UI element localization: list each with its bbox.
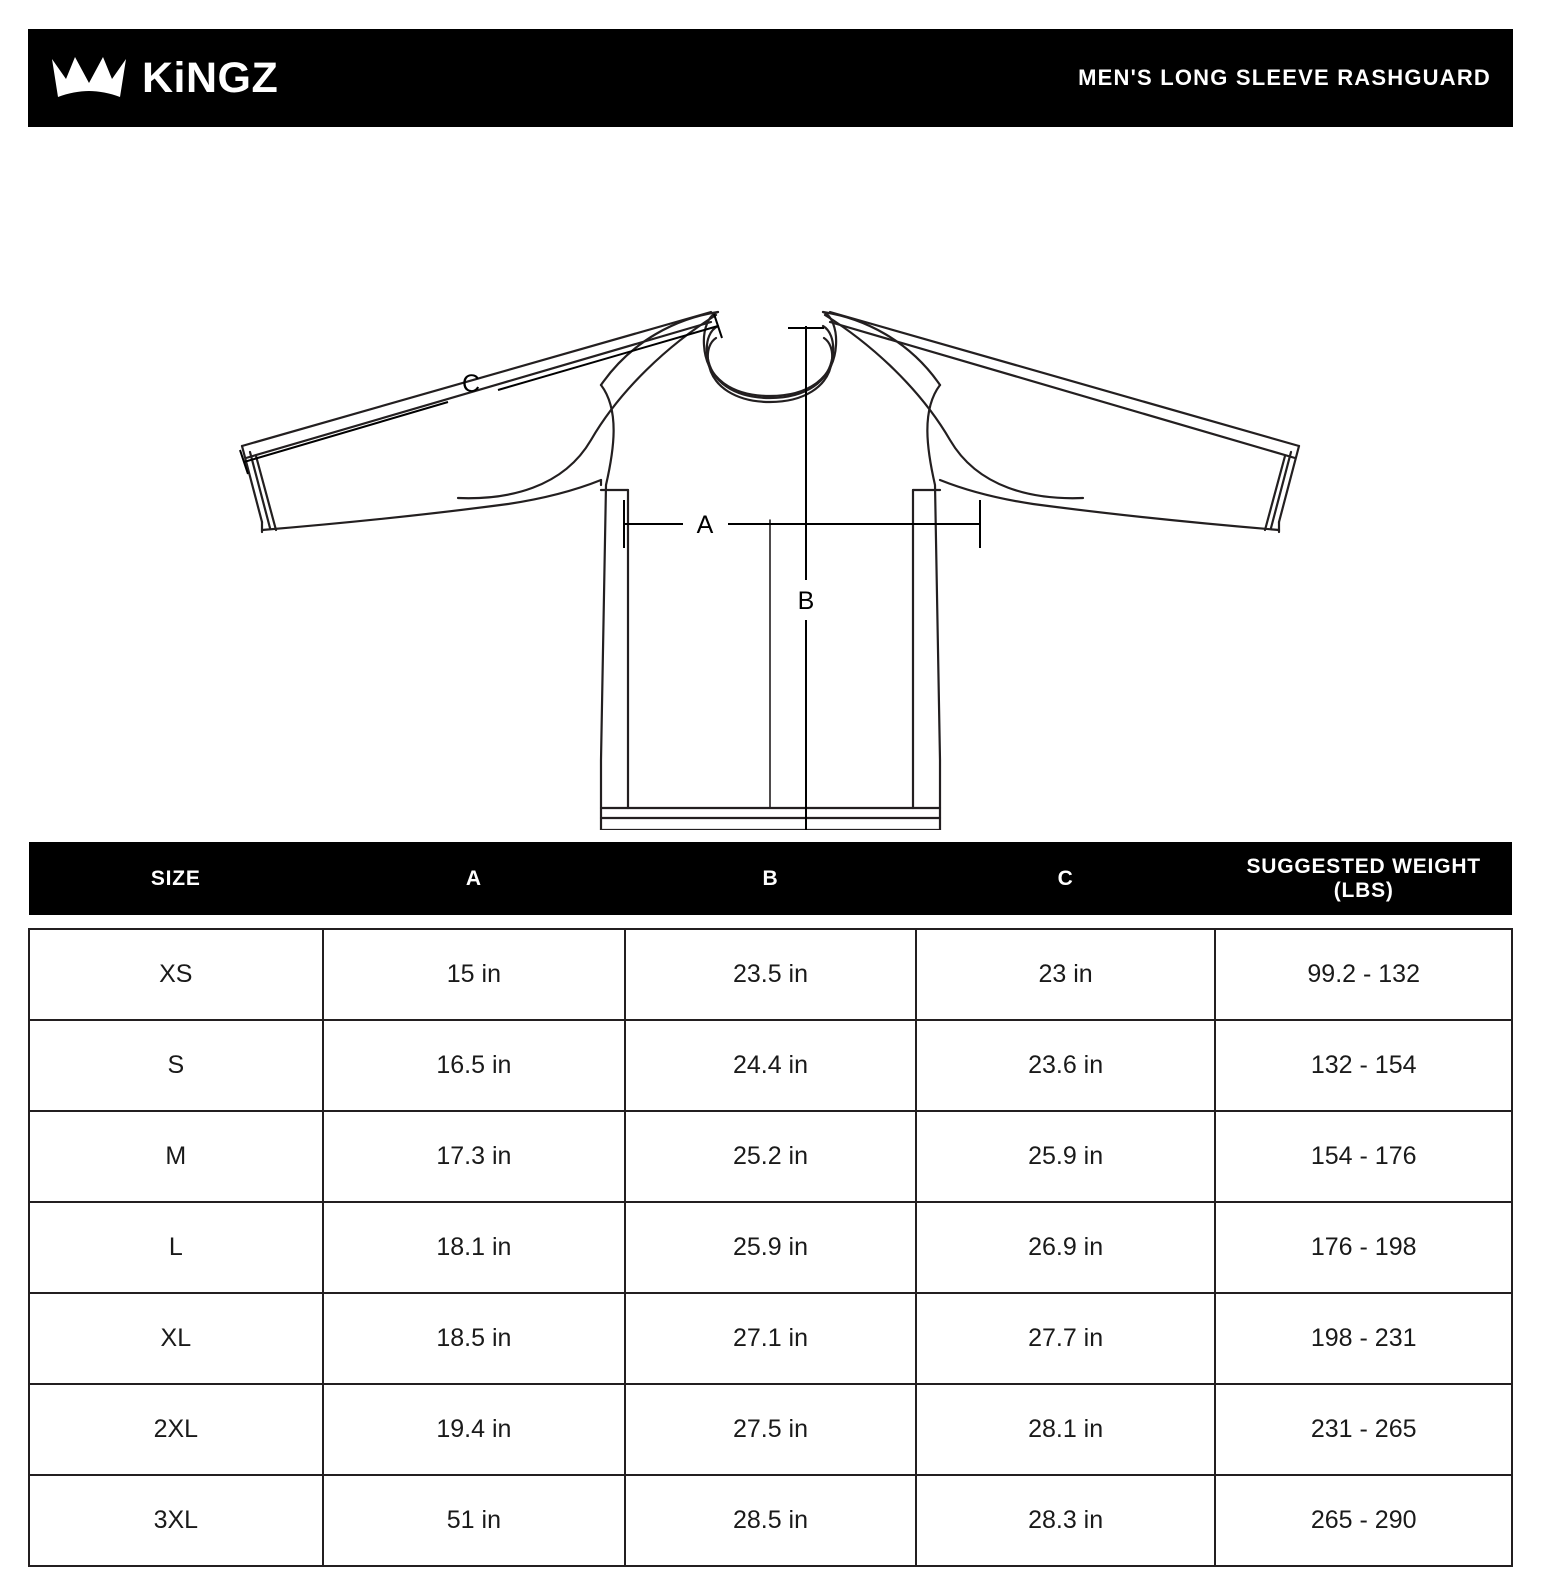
cell-c: 27.7 in (916, 1293, 1216, 1384)
cell-weight: 99.2 - 132 (1215, 929, 1512, 1020)
cell-a: 16.5 in (323, 1020, 626, 1111)
cell-c: 25.9 in (916, 1111, 1216, 1202)
cell-size: L (29, 1202, 323, 1293)
cell-c: 26.9 in (916, 1202, 1216, 1293)
cell-a: 51 in (323, 1475, 626, 1566)
table-body (29, 915, 1512, 1566)
table-row (29, 1475, 1512, 1566)
brand-lockup (50, 53, 278, 103)
column-header-b: B (625, 842, 916, 915)
cell-c: 28.3 in (916, 1475, 1216, 1566)
cell-size: M (29, 1111, 323, 1202)
cell-b: 27.5 in (625, 1384, 916, 1475)
cell-size: 2XL (29, 1384, 323, 1475)
dim-label-a: A (696, 511, 714, 539)
cell-size: XL (29, 1293, 323, 1384)
cell-a: 19.4 in (323, 1384, 626, 1475)
table-row (29, 1111, 1512, 1202)
header-bar (28, 29, 1513, 127)
cell-b: 25.9 in (625, 1202, 916, 1293)
dim-label-b: B (797, 587, 815, 615)
column-header-c: C (916, 842, 1216, 915)
column-header-size: SIZE (29, 842, 323, 915)
cell-b: 25.2 in (625, 1111, 916, 1202)
cell-c: 23 in (916, 929, 1216, 1020)
dim-label-c: C (461, 370, 481, 398)
cell-weight: 265 - 290 (1215, 1475, 1512, 1566)
cell-weight: 198 - 231 (1215, 1293, 1512, 1384)
cell-b: 24.4 in (625, 1020, 916, 1111)
page-title: MEN'S LONG SLEEVE RASHGUARD (1078, 65, 1491, 90)
cell-weight: 154 - 176 (1215, 1111, 1512, 1202)
brand-name: KiNGZ (142, 53, 279, 102)
cell-c: 28.1 in (916, 1384, 1216, 1475)
table-spacer-row (29, 915, 1512, 929)
cell-a: 18.5 in (323, 1293, 626, 1384)
column-header-weight: SUGGESTED WEIGHT (LBS) (1215, 842, 1512, 915)
column-header-a: A (323, 842, 626, 915)
table-row (29, 1384, 1512, 1475)
cell-a: 18.1 in (323, 1202, 626, 1293)
cell-size: S (29, 1020, 323, 1111)
cell-size: 3XL (29, 1475, 323, 1566)
table-row (29, 929, 1512, 1020)
table-header (29, 842, 1512, 915)
table-row (29, 1020, 1512, 1111)
cell-weight: 176 - 198 (1215, 1202, 1512, 1293)
crown-icon (50, 53, 128, 103)
size-table (28, 842, 1513, 1567)
table-header-row (29, 842, 1512, 915)
cell-b: 28.5 in (625, 1475, 916, 1566)
cell-b: 23.5 in (625, 929, 916, 1020)
cell-size: XS (29, 929, 323, 1020)
cell-weight: 132 - 154 (1215, 1020, 1512, 1111)
table-row (29, 1202, 1512, 1293)
table-row (29, 1293, 1512, 1384)
size-table-container (28, 842, 1513, 1567)
cell-a: 17.3 in (323, 1111, 626, 1202)
cell-weight: 231 - 265 (1215, 1384, 1512, 1475)
cell-b: 27.1 in (625, 1293, 916, 1384)
cell-a: 15 in (323, 929, 626, 1020)
rashguard-diagram (28, 140, 1513, 830)
cell-c: 23.6 in (916, 1020, 1216, 1111)
